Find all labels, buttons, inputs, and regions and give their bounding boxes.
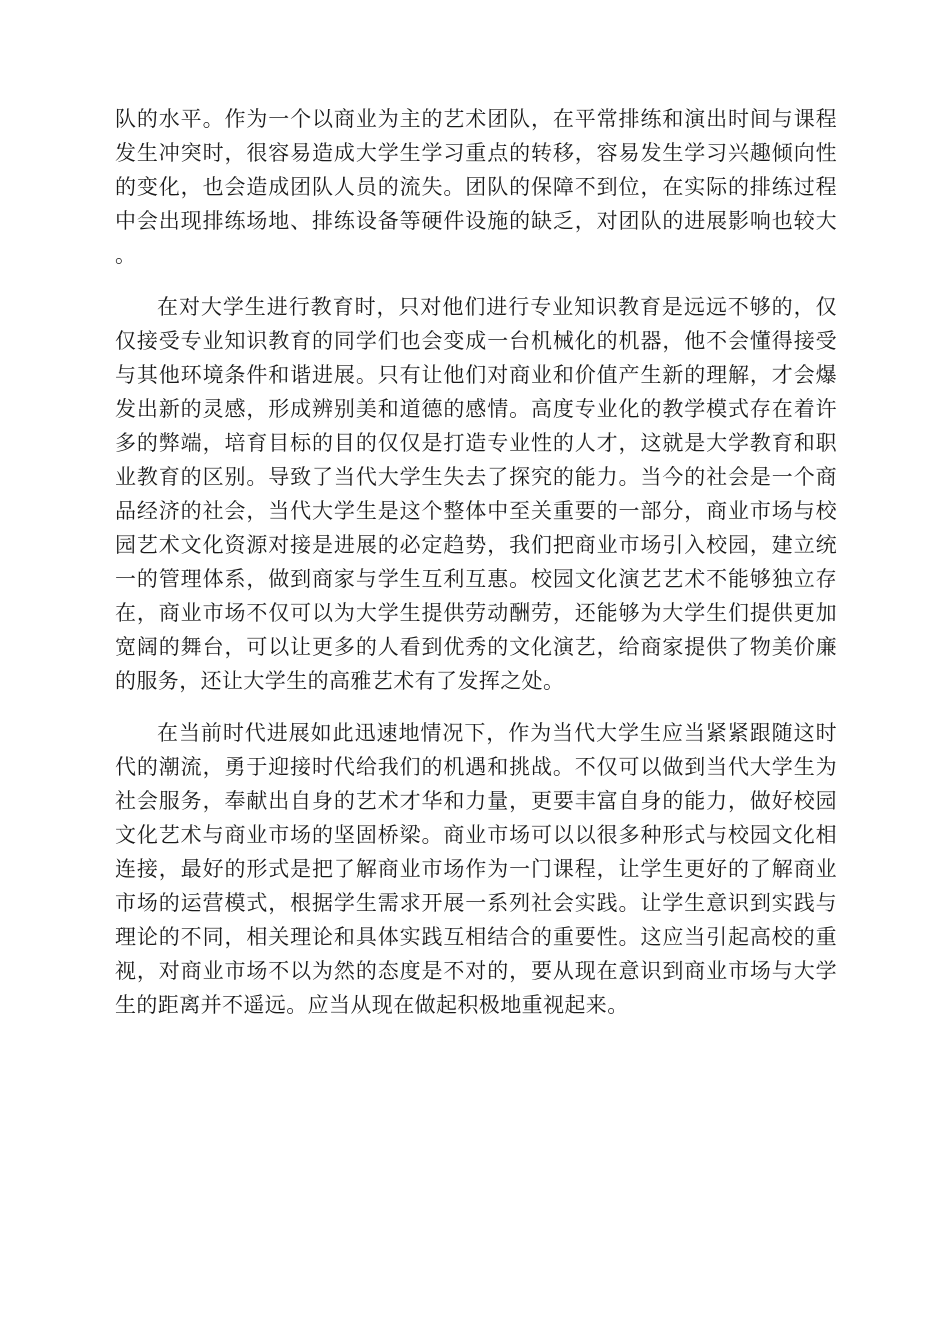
- paragraph-education: 在对大学生进行教育时，只对他们进行专业知识教育是远远不够的，仅仅接受专业知识教育的同学们也会变成一台机械化的机器，他不会懂得接受与其他环境条件和谐进展。只有让他们对商业和价值产生新的理解，才会爆发出新的灵感，形成辨别美和道德的感情。高度专业化的教学模式存在着许多的弊端，培育目标的目的仅仅是打造专业性的人才，这就是大学教育和职业教育的区别。导致了当代大学生失去了探究的能力。当今的社会是一个商品经济的社会，当代大学生是这个整体中至关重要的一部分，商业市场与校园艺术文化资源对接是进展的必定趋势，我们把商业市场引入校园，建立统一的管理体系，做到商家与学生互利互惠。校园文化演艺艺术不能够独立存在，商业市场不仅可以为大学生提供劳动酬劳，还能够为大学生们提供更加宽阔的舞台，可以让更多的人看到优秀的文化演艺，给商家提供了物美价廉的服务，还让大学生的高雅艺术有了发挥之处。: [115, 295, 837, 693]
- paragraph-era: 在当前时代进展如此迅速地情况下，作为当代大学生应当紧紧跟随这时代的潮流，勇于迎接时代给我们的机遇和挑战。不仅可以做到当代大学生为社会服务，奉献出自身的艺术才华和力量，更要丰富自身的能力，做好校园文化艺术与商业市场的坚固桥梁。商业市场可以以很多种形式与校园文化相连接，最好的形式是把了解商业市场作为一门课程，让学生更好的了解商业市场的运营模式，根据学生需求开展一系列社会实践。让学生意识到实践与理论的不同，相关理论和具体实践互相结合的重要性。这应当引起高校的重视，对商业市场不以为然的态度是不对的，要从现在意识到商业市场与大学生的距离并不遥远。应当从现在做起积极地重视起来。: [115, 721, 837, 1017]
- body-text: [115, 102, 837, 1022]
- paragraph-continued: 队的水平。作为一个以商业为主的艺术团队，在平常排练和演出时间与课程发生冲突时，很容易造成大学生学习重点的转移，容易发生学习兴趣倾向性的变化，也会造成团队人员的流失。团队的保障不到位，在实际的排练过程中会出现排练场地、排练设备等硬件设施的缺乏，对团队的进展影响也较大。: [115, 107, 837, 267]
